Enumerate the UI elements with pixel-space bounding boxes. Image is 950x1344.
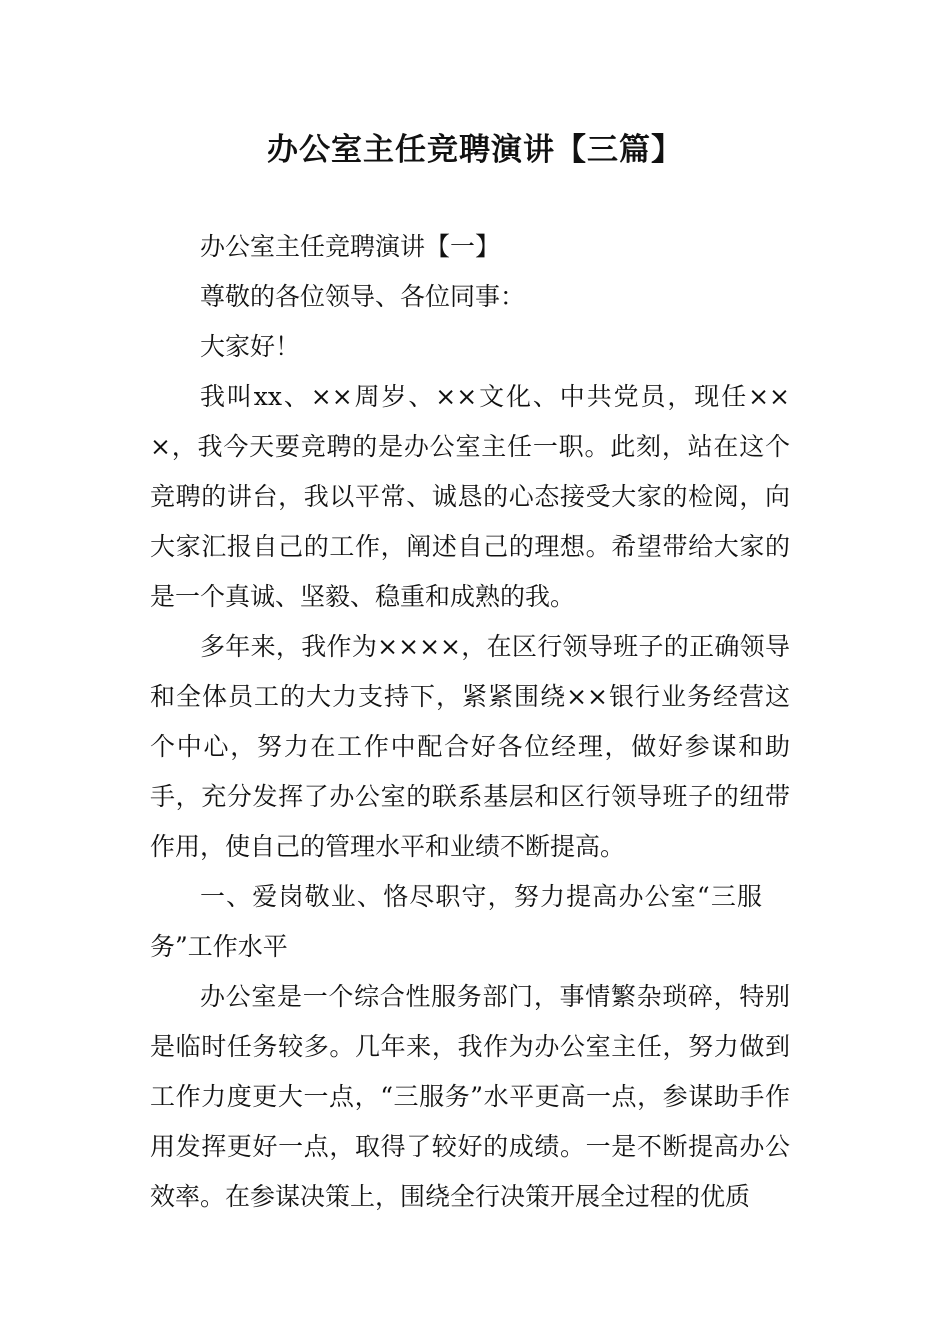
body-paragraph: 多年来，我作为××××，在区行领导班子的正确领导和全体员工的大力支持下，紧紧围绕××银行业务经营这个中心，努力在工作中配合好各位经理，做好参谋和助手，充分发挥了办公室的联系基层和区行领导班子的纽带作用，使自己的管理水平和业绩不断提高。 — [150, 632, 790, 861]
subsection-heading: 一、爱岗敬业、恪尽职守，努力提高办公室“三服务”工作水平 — [150, 882, 762, 961]
document-title: 办公室主任竞聘演讲【三篇】 — [267, 132, 683, 168]
body-paragraph: 办公室是一个综合性服务部门，事情繁杂琐碎，特别是临时任务较多。几年来，我作为办公室主任，努力做到工作力度更大一点，“三服务”水平更高一点，参谋助手作用发挥更好一点，取得了较好的成绩。一是不断提高办公效率。在参谋决策上，围绕全行决策开展全过程的优质 — [150, 982, 790, 1211]
greeting: 大家好！ — [200, 332, 301, 361]
section-heading: 办公室主任竞聘演讲【一】 — [200, 232, 501, 261]
salutation: 尊敬的各位领导、各位同事： — [200, 282, 526, 311]
document-body — [150, 222, 790, 1222]
body-paragraph: 我叫xx、××周岁、××文化、中共党员，现任×××，我今天要竞聘的是办公室主任一职。此刻，站在这个竞聘的讲台，我以平常、诚恳的心态接受大家的检阅，向大家汇报自己的工作，阐述自己的理想。希望带给大家的是一个真诚、坚毅、稳重和成熟的我。 — [150, 382, 790, 611]
